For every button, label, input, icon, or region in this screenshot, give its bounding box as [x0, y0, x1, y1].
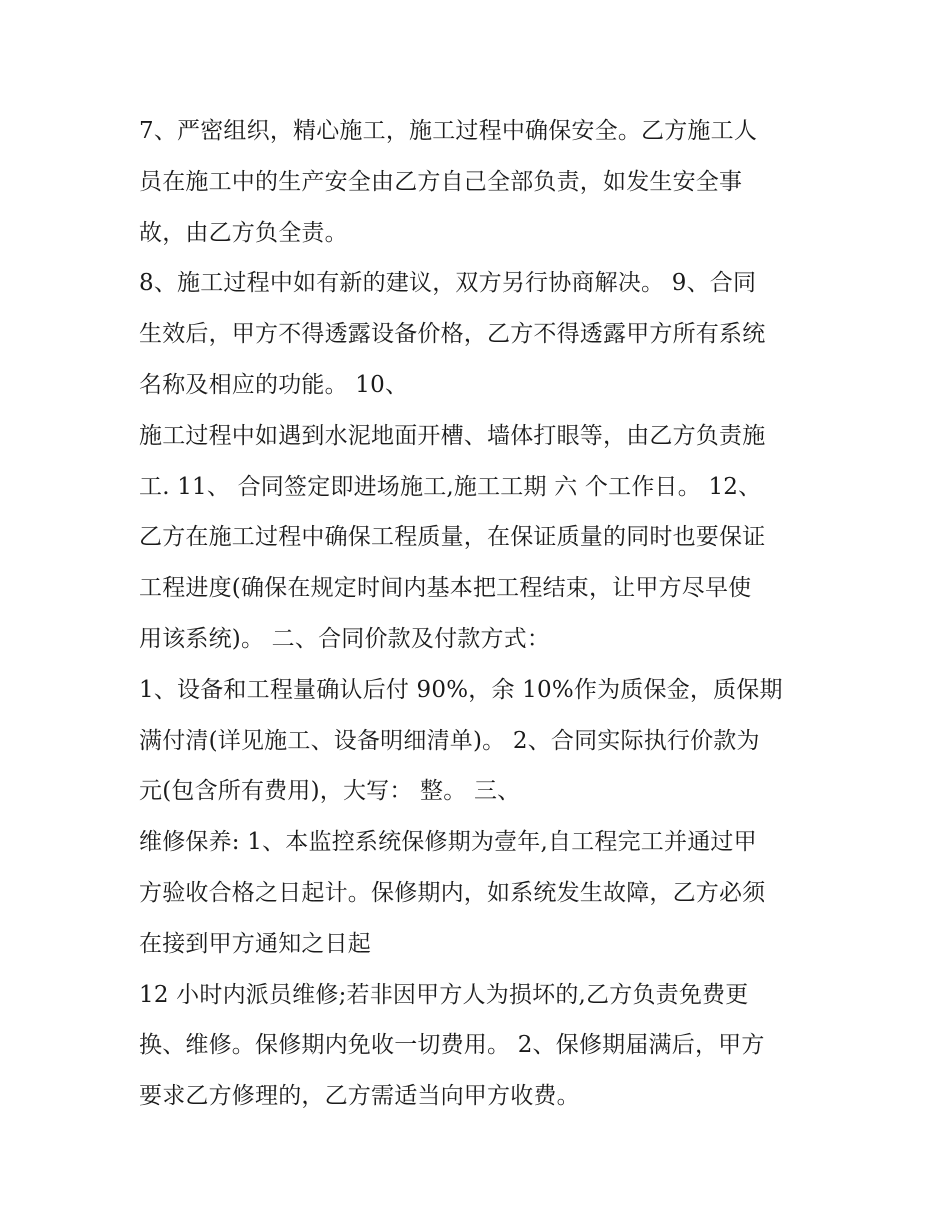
text-line: 工程进度(确保在规定时间内基本把工程结束，让甲方尽早使	[139, 575, 752, 602]
text-line: 在接到甲方通知之日起	[139, 930, 371, 957]
text-line: 生效后，甲方不得透露设备价格，乙方不得透露甲方所有系统	[139, 321, 766, 348]
contract-body-text	[139, 106, 829, 1122]
text-line: 换、维修。保修期内免收一切费用。 2、保修期届满后，甲方	[139, 1032, 765, 1059]
text-line: 维修保养: 1、本监控系统保修期为壹年,自工程完工并通过甲	[139, 829, 757, 856]
text-line: 名称及相应的功能。 10、	[139, 371, 409, 398]
text-line: 施工过程中如遇到水泥地面开槽、墙体打眼等，由乙方负责施	[139, 422, 766, 449]
text-line: 方验收合格之日起计。保修期内，如系统发生故障，乙方必须	[139, 879, 766, 906]
text-line: 工. 11、 合同签定即进场施工,施工工期 六 个工作日。 12、	[139, 473, 762, 500]
text-line: 用该系统)。 二、合同价款及付款方式：	[139, 625, 551, 652]
text-line: 1、设备和工程量确认后付 90%，余 10%作为质保金，质保期	[139, 676, 783, 703]
text-line: 满付清(详见施工、设备明细清单)。 2、合同实际执行价款为	[139, 727, 760, 754]
text-line: 元(包含所有费用)，大写： 整。 三、	[139, 778, 521, 805]
text-line: 员在施工中的生产安全由乙方自己全部负责，如发生安全事	[139, 168, 743, 195]
text-line: 12 小时内派员维修;若非因甲方人为损坏的,乙方负责免费更	[139, 981, 749, 1008]
text-line: 乙方在施工过程中确保工程质量，在保证质量的同时也要保证	[139, 524, 766, 551]
text-line: 7、严密组织，精心施工，施工过程中确保安全。乙方施工人	[139, 118, 758, 144]
text-line: 要求乙方修理的，乙方需适当向甲方收费。	[139, 1083, 580, 1110]
text-line: 8、施工过程中如有新的建议，双方另行协商解决。 9、合同	[139, 270, 757, 297]
text-line: 故，由乙方负全责。	[139, 219, 348, 246]
